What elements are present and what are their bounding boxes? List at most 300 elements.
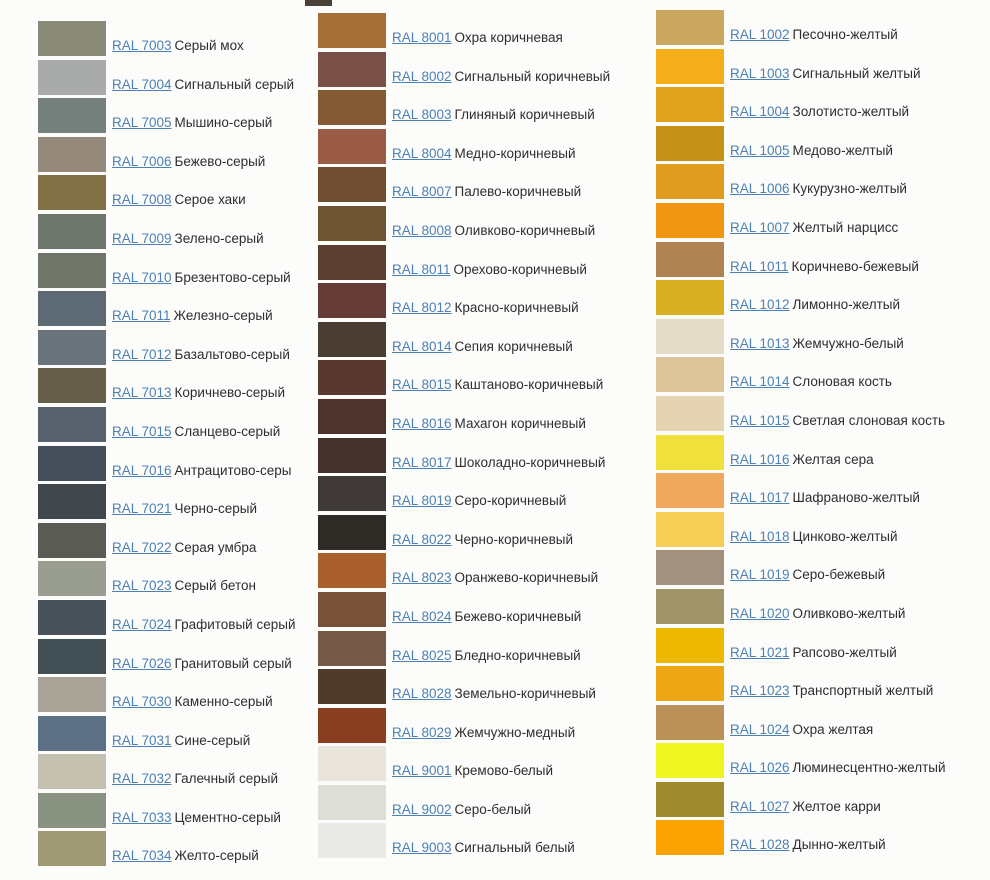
color-label <box>112 656 292 672</box>
color-swatch <box>656 49 724 84</box>
ral-code-link[interactable]: RAL 8017 <box>392 454 452 470</box>
color-label <box>112 308 273 324</box>
color-name: Глиняный коричневый <box>454 107 595 123</box>
color-swatch <box>318 476 386 511</box>
color-row <box>656 666 946 701</box>
column-brown-series <box>318 13 610 862</box>
color-row <box>656 550 946 585</box>
color-name: Серый мох <box>174 38 244 53</box>
color-row <box>656 10 946 45</box>
ral-code-link[interactable]: RAL 8004 <box>392 145 452 161</box>
color-label <box>730 297 900 313</box>
color-swatch <box>318 167 386 202</box>
color-swatch <box>318 708 386 743</box>
ral-code-link[interactable]: RAL 8024 <box>392 608 452 624</box>
ral-code-link[interactable]: RAL 1018 <box>730 528 790 544</box>
color-row <box>38 600 295 635</box>
color-label <box>392 802 531 818</box>
color-swatch <box>318 322 386 357</box>
color-swatch <box>318 399 386 434</box>
color-name: Серо-белый <box>454 801 532 817</box>
color-name: Махагон коричневый <box>454 415 586 431</box>
color-row <box>656 589 946 624</box>
color-row <box>38 214 295 249</box>
color-label <box>112 424 280 440</box>
ral-code-link[interactable]: RAL 1019 <box>730 567 790 583</box>
color-name: Охра коричневая <box>454 30 563 45</box>
color-name: Шафраново-желтый <box>792 490 920 506</box>
color-name: Сигнальный коричневый <box>454 68 611 84</box>
ral-code-link[interactable]: RAL 7024 <box>112 616 172 632</box>
color-name: Светлая слоновая кость <box>792 412 946 428</box>
color-swatch <box>656 319 724 354</box>
ral-code-link[interactable]: RAL 7026 <box>112 655 172 671</box>
color-label <box>392 107 595 123</box>
ral-code-link[interactable]: RAL 8022 <box>392 531 452 547</box>
ral-code-link[interactable]: RAL 7003 <box>112 38 172 53</box>
color-swatch <box>38 253 106 288</box>
color-swatch <box>38 677 106 712</box>
color-swatch <box>38 60 106 95</box>
color-name: Оранжево-коричневый <box>454 570 599 586</box>
color-label <box>112 463 292 479</box>
ral-code-link[interactable]: RAL 9002 <box>392 801 452 817</box>
color-label <box>730 259 919 275</box>
color-swatch <box>656 126 724 161</box>
color-name: Графитовый серый <box>174 616 296 632</box>
ral-code-link[interactable]: RAL 7016 <box>112 462 172 478</box>
color-swatch <box>318 52 386 87</box>
color-row <box>38 21 295 56</box>
color-name: Сигнальный желтый <box>792 65 921 81</box>
ral-code-link[interactable]: RAL 7011 <box>112 308 171 324</box>
color-swatch <box>38 446 106 481</box>
color-label <box>730 336 904 352</box>
color-row <box>38 484 295 519</box>
ral-code-link[interactable]: RAL 1007 <box>730 219 790 235</box>
ral-code-link[interactable]: RAL 1015 <box>730 412 790 428</box>
color-label <box>392 146 576 162</box>
color-row <box>38 561 295 596</box>
color-label <box>730 837 886 853</box>
color-swatch <box>38 523 106 558</box>
color-swatch <box>656 396 724 431</box>
ral-code-link[interactable]: RAL 8028 <box>392 686 452 702</box>
color-swatch <box>38 98 106 133</box>
color-row <box>318 823 610 858</box>
ral-code-link[interactable]: RAL 1021 <box>730 644 790 660</box>
color-row <box>656 396 946 431</box>
color-label <box>392 648 581 664</box>
color-name: Цементно-серый <box>174 809 281 825</box>
ral-code-link[interactable]: RAL 8007 <box>392 184 452 200</box>
color-name: Серо-коричневый <box>454 493 567 509</box>
color-name: Антрацитово-серы <box>174 462 292 478</box>
color-label <box>730 529 898 545</box>
color-name: Красно-коричневый <box>454 300 579 316</box>
ral-code-link[interactable]: RAL 8003 <box>392 107 452 123</box>
color-label <box>112 694 273 710</box>
color-name: Коричнево-бежевый <box>791 258 919 274</box>
color-row <box>38 98 295 133</box>
ral-code-link[interactable]: RAL 8016 <box>392 415 452 431</box>
ral-code-link[interactable]: RAL 1002 <box>730 27 790 42</box>
color-row <box>318 669 610 704</box>
color-label <box>112 540 256 556</box>
color-name: Каштаново-коричневый <box>454 377 604 393</box>
color-row <box>656 49 946 84</box>
ral-code-link[interactable]: RAL 7021 <box>112 501 172 517</box>
color-label <box>730 181 907 197</box>
ral-code-link[interactable]: RAL 7004 <box>112 76 172 92</box>
color-label <box>392 455 605 471</box>
color-row <box>38 368 295 403</box>
color-row <box>656 203 946 238</box>
color-label <box>392 570 598 586</box>
ral-code-link[interactable]: RAL 9001 <box>392 763 452 779</box>
ral-code-link[interactable]: RAL 1006 <box>730 181 790 197</box>
color-row <box>38 175 295 210</box>
ral-code-link[interactable]: RAL 1020 <box>730 605 790 621</box>
color-swatch <box>38 330 106 365</box>
color-row <box>656 87 946 122</box>
color-row <box>38 330 295 365</box>
color-label <box>730 220 898 236</box>
color-swatch <box>656 357 724 392</box>
color-name: Песочно-желтый <box>792 27 898 42</box>
color-row <box>656 820 946 855</box>
color-name: Галечный серый <box>174 771 279 787</box>
color-label <box>730 452 874 468</box>
ral-code-link[interactable]: RAL 1013 <box>730 335 790 351</box>
color-name: Кремово-белый <box>454 763 554 779</box>
ral-code-link[interactable]: RAL 1004 <box>730 104 790 120</box>
color-row <box>38 137 295 172</box>
ral-code-link[interactable]: RAL 7006 <box>112 153 172 169</box>
color-label <box>730 799 881 815</box>
color-name: Желтое карри <box>792 798 881 814</box>
ral-code-link[interactable]: RAL 1016 <box>730 451 790 467</box>
color-swatch <box>656 589 724 624</box>
color-name: Цинково-желтый <box>792 528 898 544</box>
color-label <box>730 66 920 82</box>
color-name: Золотисто-желтый <box>792 104 910 120</box>
color-swatch <box>656 203 724 238</box>
ral-code-link[interactable]: RAL 8019 <box>392 493 452 509</box>
color-row <box>38 639 295 674</box>
color-swatch <box>38 831 106 866</box>
color-row <box>38 831 295 866</box>
ral-code-link[interactable]: RAL 7012 <box>112 346 172 362</box>
color-row <box>656 743 946 778</box>
color-label <box>392 262 587 278</box>
color-label <box>112 501 257 517</box>
color-name: Земельно-коричневый <box>454 686 596 702</box>
color-row <box>318 283 610 318</box>
color-name: Слоновая кость <box>792 374 892 390</box>
color-row <box>656 628 946 663</box>
ral-code-link[interactable]: RAL 1003 <box>730 65 790 81</box>
color-name: Желтая сера <box>792 451 874 467</box>
color-swatch <box>38 754 106 789</box>
color-name: Сигнальный белый <box>454 840 575 856</box>
color-row <box>656 357 946 392</box>
color-label <box>730 143 893 159</box>
ral-code-link[interactable]: RAL 7033 <box>112 809 172 825</box>
ral-code-link[interactable]: RAL 8015 <box>392 377 452 393</box>
color-name: Каменно-серый <box>174 694 273 710</box>
color-label <box>730 567 885 583</box>
ral-code-link[interactable]: RAL 1028 <box>730 837 790 853</box>
color-label <box>392 532 573 548</box>
color-name: Жемчужно-белый <box>792 335 904 351</box>
color-row <box>656 512 946 547</box>
color-swatch <box>318 283 386 318</box>
color-name: Шоколадно-коричневый <box>454 454 606 470</box>
color-label <box>112 77 294 93</box>
color-swatch <box>656 10 724 45</box>
color-swatch <box>656 705 724 740</box>
color-label <box>730 683 933 699</box>
color-swatch <box>318 438 386 473</box>
ral-code-link[interactable]: RAL 1023 <box>730 683 790 699</box>
color-name: Медно-коричневый <box>454 145 576 161</box>
color-name: Дынно-желтый <box>792 837 886 853</box>
color-swatch <box>38 137 106 172</box>
color-swatch <box>38 716 106 751</box>
color-name: Базальтово-серый <box>174 346 290 362</box>
color-row <box>318 746 610 781</box>
color-name: Серое хаки <box>174 192 246 208</box>
color-label <box>730 413 945 429</box>
color-label <box>392 377 603 393</box>
color-swatch <box>318 129 386 164</box>
color-swatch <box>656 666 724 701</box>
color-row <box>318 399 610 434</box>
color-row <box>38 754 295 789</box>
column-grey-series <box>38 21 295 870</box>
color-label <box>730 645 897 661</box>
color-swatch <box>656 164 724 199</box>
color-name: Коричнево-серый <box>174 385 285 401</box>
color-row <box>656 705 946 740</box>
color-row <box>656 164 946 199</box>
color-label <box>112 192 246 208</box>
color-label <box>392 69 610 85</box>
color-name: Желто-серый <box>174 848 259 864</box>
color-name: Железно-серый <box>173 308 273 324</box>
color-row <box>318 90 610 125</box>
color-swatch <box>318 592 386 627</box>
ral-code-link[interactable]: RAL 7031 <box>112 732 172 748</box>
color-label <box>392 223 595 239</box>
color-swatch <box>38 21 106 56</box>
color-label <box>392 763 553 779</box>
ral-code-link[interactable]: RAL 7023 <box>112 578 172 594</box>
ral-code-link[interactable]: RAL 8012 <box>392 300 452 316</box>
color-swatch <box>656 628 724 663</box>
color-row <box>656 473 946 508</box>
cropped-swatch-sliver <box>305 0 332 6</box>
ral-code-link[interactable]: RAL 7030 <box>112 694 172 710</box>
color-label <box>112 385 285 401</box>
color-row <box>318 360 610 395</box>
color-label <box>112 154 265 170</box>
ral-code-link[interactable]: RAL 8008 <box>392 222 452 238</box>
ral-code-link[interactable]: RAL 1005 <box>730 142 790 158</box>
ral-code-link[interactable]: RAL 8025 <box>392 647 452 663</box>
color-label <box>392 339 573 355</box>
column-yellow-series <box>656 10 946 859</box>
color-swatch <box>38 639 106 674</box>
color-swatch <box>318 553 386 588</box>
color-name: Жемчужно-медный <box>454 724 576 740</box>
color-name: Зелено-серый <box>174 230 264 246</box>
color-name: Желтый нарцисс <box>792 219 899 235</box>
color-row <box>38 253 295 288</box>
color-row <box>656 242 946 277</box>
color-name: Гранитовый серый <box>174 655 292 671</box>
color-label <box>112 771 278 787</box>
color-name: Лимонно-желтый <box>792 297 901 313</box>
ral-code-link[interactable]: RAL 7008 <box>112 192 172 208</box>
ral-code-link[interactable]: RAL 7005 <box>112 115 172 131</box>
color-name: Люминесцентно-желтый <box>792 760 946 776</box>
color-label <box>392 184 581 200</box>
color-row <box>656 319 946 354</box>
color-swatch <box>38 561 106 596</box>
ral-code-link[interactable]: RAL 1011 <box>730 258 789 274</box>
color-label <box>730 104 909 120</box>
color-name: Черно-серый <box>174 501 258 517</box>
color-swatch <box>656 87 724 122</box>
color-name: Медово-желтый <box>792 142 893 158</box>
ral-code-link[interactable]: RAL 7013 <box>112 385 172 401</box>
color-label <box>112 848 259 864</box>
color-row <box>318 167 610 202</box>
color-label <box>112 733 250 749</box>
color-name: Бежево-коричневый <box>454 608 582 624</box>
color-label <box>112 270 291 286</box>
color-row <box>318 206 610 241</box>
color-row <box>318 785 610 820</box>
color-row <box>318 438 610 473</box>
color-swatch <box>318 669 386 704</box>
color-label <box>112 578 256 594</box>
color-row <box>656 782 946 817</box>
color-row <box>38 716 295 751</box>
color-row <box>38 407 295 442</box>
ral-code-link[interactable]: RAL 8023 <box>392 570 452 586</box>
color-label <box>392 725 575 741</box>
color-row <box>318 592 610 627</box>
ral-code-link[interactable]: RAL 1014 <box>730 374 790 390</box>
color-label <box>730 27 898 43</box>
color-name: Охра желтая <box>792 721 874 737</box>
color-swatch <box>318 245 386 280</box>
ral-code-link[interactable]: RAL 1017 <box>730 490 790 506</box>
color-row <box>38 793 295 828</box>
color-name: Кукурузно-желтый <box>792 181 907 197</box>
ral-code-link[interactable]: RAL 7015 <box>112 423 172 439</box>
ral-code-link[interactable]: RAL 7010 <box>112 269 172 285</box>
color-swatch <box>38 175 106 210</box>
color-row <box>38 446 295 481</box>
ral-code-link[interactable]: RAL 1026 <box>730 760 790 776</box>
color-swatch <box>38 600 106 635</box>
color-label <box>392 493 566 509</box>
color-swatch <box>318 206 386 241</box>
color-swatch <box>318 631 386 666</box>
color-row <box>38 677 295 712</box>
color-swatch <box>318 785 386 820</box>
ral-code-link[interactable]: RAL 7009 <box>112 230 172 246</box>
color-name: Серая умбра <box>174 539 257 555</box>
color-label <box>112 38 244 54</box>
color-swatch <box>656 512 724 547</box>
ral-code-link[interactable]: RAL 8001 <box>392 30 452 45</box>
color-swatch <box>318 515 386 550</box>
color-swatch <box>38 793 106 828</box>
color-row <box>318 13 610 48</box>
ral-code-link[interactable]: RAL 8011 <box>392 261 451 277</box>
ral-code-link[interactable]: RAL 1012 <box>730 297 790 313</box>
color-row <box>318 553 610 588</box>
color-label <box>112 115 272 131</box>
color-swatch <box>656 435 724 470</box>
ral-code-link[interactable]: RAL 9003 <box>392 840 452 856</box>
color-name: Палево-коричневый <box>454 184 582 200</box>
color-name: Серый бетон <box>174 578 256 594</box>
ral-code-link[interactable]: RAL 7032 <box>112 771 172 787</box>
color-name: Сланцево-серый <box>174 423 281 439</box>
color-swatch <box>38 368 106 403</box>
color-label <box>730 760 946 776</box>
color-row <box>318 245 610 280</box>
color-name: Транспортный желтый <box>792 683 934 699</box>
ral-code-link[interactable]: RAL 1027 <box>730 798 790 814</box>
color-label <box>392 300 579 316</box>
color-row <box>318 515 610 550</box>
ral-code-link[interactable]: RAL 8014 <box>392 338 452 354</box>
ral-code-link[interactable]: RAL 7034 <box>112 848 172 864</box>
color-swatch <box>38 407 106 442</box>
ral-code-link[interactable]: RAL 7022 <box>112 539 172 555</box>
color-name: Сепия коричневый <box>454 338 573 354</box>
color-swatch <box>38 214 106 249</box>
color-swatch <box>318 746 386 781</box>
color-name: Сигнальный серый <box>174 76 295 92</box>
color-row <box>318 476 610 511</box>
ral-code-link[interactable]: RAL 8029 <box>392 724 452 740</box>
color-name: Мышино-серый <box>174 115 273 131</box>
color-row <box>38 60 295 95</box>
color-label <box>112 347 290 363</box>
color-name: Бежево-серый <box>174 153 266 169</box>
color-name: Сине-серый <box>174 732 251 748</box>
color-label <box>730 490 920 506</box>
ral-code-link[interactable]: RAL 1024 <box>730 721 790 737</box>
color-label <box>730 722 873 738</box>
color-label <box>730 606 905 622</box>
color-row <box>38 291 295 326</box>
color-label <box>112 810 281 826</box>
color-name: Серо-бежевый <box>792 567 886 583</box>
color-label <box>392 686 596 702</box>
color-row <box>656 280 946 315</box>
color-row <box>318 708 610 743</box>
ral-code-link[interactable]: RAL 8002 <box>392 68 452 84</box>
